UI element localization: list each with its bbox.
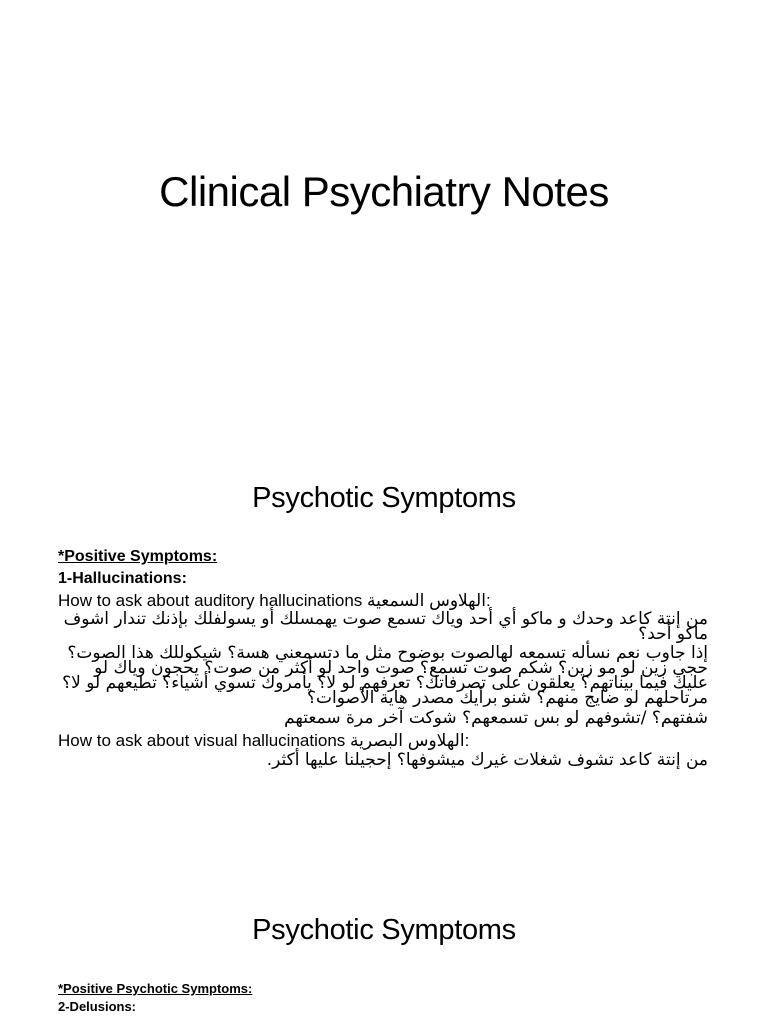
auditory-question-2: إذا جاوب نعم نسأله تسمعه لهالصوت بوضوح مثل ما دتسمعني هسة؟ شيكوللك هذا الصوت؟ حجي زين لو مو زين؟ شكم صوت تسمع؟ صوت واحد لو أكثر من صوت؟ يحجون وياك لو عليك فيما بيناتهم؟ يعلقون على تصرفاتك؟ تعرفهم لو لا؟ يأمروك تسوي أشياء؟ تطيعهم لو لا؟ مرتاحلهم لو ضايج منهم؟ شنو برأيك مصدر هاية الأصوات؟	[62, 643, 708, 708]
section-heading-psychotic-symptoms-2: Psychotic Symptoms	[252, 914, 516, 946]
section-heading-psychotic-symptoms: Psychotic Symptoms	[252, 482, 516, 514]
subheading-hallucinations: 1-Hallucinations:	[58, 570, 187, 587]
section-1-body	[58, 546, 708, 772]
visual-question-1: من إنتة كاعد تشوف شغلات غيرك ميشوفها؟ إحجيلنا عليها أكثر.	[266, 750, 708, 770]
auditory-question-3: شفتهم؟ /تشوفهم لو بس تسمعهم؟ شوكت آخر مرة سمعتهم	[284, 708, 708, 728]
category-positive-psychotic-symptoms: *Positive Psychotic Symptoms:	[58, 981, 253, 996]
auditory-hallucinations-label: How to ask about auditory hallucinations الهلاوس السمعية:	[58, 591, 491, 610]
subheading-delusions: 2-Delusions:	[58, 999, 137, 1014]
category-positive-symptoms: *Positive Symptoms:	[58, 548, 218, 565]
page-title: Clinical Psychiatry Notes	[159, 168, 609, 215]
visual-hallucinations-label: How to ask about visual hallucinations الهلاوس البصرية:	[58, 731, 470, 750]
section-2-body	[58, 980, 708, 1016]
auditory-question-1: من إنتة كاعد وحدك و ماكو أي أحد وياك تسمع صوت يهمسلك أو يسولفلك بإذنك تندار اشوف ماكو أحد؟	[63, 609, 708, 644]
